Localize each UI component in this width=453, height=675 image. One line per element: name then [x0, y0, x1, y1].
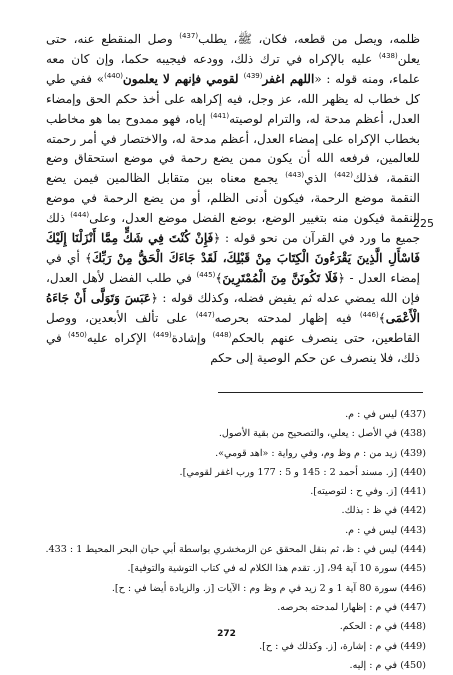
- hadith-quote: لقومي فإنهم لا يعلمون: [122, 71, 244, 86]
- footnote-number: (443): [400, 524, 426, 536]
- text-run: على تألف الأبعدين، ووصل القاطعين، حتى ينصرف عنهم بالحكم: [46, 310, 420, 345]
- text-run: إياه، فهو ممدوح بما هو مخاطب بخطاب الإكراه على إمضاء العدل، أعظم مدحة له، والاختصار في أمر رحمته للعالمين، فرفعه الله أن يكون ممن يضع رحمة في موضع استحقاق وضع النقمة، فذلك: [46, 111, 421, 186]
- footnote-number: (450): [400, 659, 426, 671]
- footnote-number: (446): [400, 582, 426, 594]
- footnote-number: (438): [400, 428, 426, 440]
- footnote-text: [ز. مسند أحمد 2 : 145 و 5 : 177 ورب اغفر لقومي].: [179, 466, 398, 478]
- footnote-number: (447): [400, 601, 426, 613]
- main-text: [46, 30, 420, 368]
- footnote: [46, 637, 426, 656]
- footnote-number: (445): [400, 563, 426, 575]
- page-number: 272: [217, 629, 236, 639]
- footnote-number: (442): [400, 505, 426, 517]
- text-run: فيه إظهار لمدحته بحرصه: [214, 310, 360, 325]
- quran-verse: فَإِنْ كُنْتَ فِي شَكٍّ مِمَّا أَنْزَلْنَا إِلَيْكَ فَاسْأَلِ الَّذِينَ يَقْرَءُونَ الْكِتَابَ مِنْ قَبْلِكَ، لَقَدْ جَاءَكَ الْحَقُّ مِنْ رَبِّكَ: [46, 231, 421, 265]
- text-run: يجمع معناه بين متقابل الظالمين فيمن يضع النقمة موضع الرحمة، فيكون أدنى الظلم، أو من يضع الرحمة في موضع النقمة فيكون منه بتغيير الوضع، بوضع الفضل موضع العدل، وعلى: [46, 171, 420, 226]
- text-run: ظلمه، ويصل من قطعه، فكان،: [251, 32, 420, 46]
- text-run: ﴾ أي في إمضاء العدل - ﴿: [46, 250, 421, 285]
- footnote-text: في ظ : بذلك.: [341, 505, 398, 517]
- text-run: » ففي طي كل خطاب له يظهر الله، عز وجل، فيه إكراهه على أخذ حكم الحق وإمضاء العدل، أعظم مدحة له، والترام لوصيته: [46, 71, 420, 126]
- seal-glyph: ﷺ: [237, 32, 252, 46]
- footnote-ref-442[interactable]: (442): [334, 171, 353, 180]
- footnote: [46, 501, 426, 520]
- footnote-number: (448): [400, 621, 426, 633]
- quran-verse: فَلَا تَكُونَنَّ مِنَ الْمُمْتَرِينَ: [222, 270, 338, 285]
- footnote-text: في م : الحكم.: [339, 621, 398, 633]
- footnote-text: ليس في : ظ، ثم بنقل المحقق عن الزمخشري بواسطة أبي حيان البحر المحيط 1 : 433.: [45, 544, 398, 556]
- footnote-text: سورة 80 آية 1 و 2 زيد في م وظ وم : الآيات [ز. والزيادة أيضا في : ح].: [111, 582, 398, 594]
- text-run: الذي: [304, 171, 335, 186]
- text-run: عليه بالإكراه في ترك ذلك، وودعه فيجيبه حكما، وإن كان معه علماء، ومنه قوله : «: [46, 51, 420, 86]
- text-run: ، يطلب: [198, 32, 238, 46]
- text-run: في طلب الفضل لأهل العدل، فإن الله يمضي عدله ثم يفيض فضله، وكذلك قوله : ﴿: [46, 270, 420, 305]
- footnote: [46, 540, 426, 559]
- footnote-ref-448[interactable]: (448): [212, 330, 232, 339]
- footnote: [46, 463, 426, 482]
- quran-verse: عَبَسَ وَتَوَلَّى أَنْ جَاءَهُ الْأَعْمَى: [46, 290, 420, 325]
- footnote: [46, 521, 426, 540]
- footnote: [46, 444, 426, 463]
- hadith-quote: اللهم اغفر: [262, 71, 315, 86]
- footnote-text: في م : إليه.: [349, 659, 398, 671]
- footnote-ref-439[interactable]: (439): [243, 71, 263, 80]
- footnote-ref-446[interactable]: (446): [359, 310, 379, 319]
- footnote-number: (437): [400, 409, 426, 420]
- footnote-text: ليس في : م.: [345, 524, 398, 536]
- text-run: الإكراه عليه: [86, 330, 153, 345]
- text-run: في ذلك، فلا ينصرف عن حكم الوصية إلى حكم: [46, 330, 420, 365]
- footnote-text: في الأصل : يعلي، والتصحيح من بقية الأصول.: [218, 428, 398, 440]
- footnote-number: (439): [400, 447, 426, 459]
- footnote-ref-440[interactable]: (440): [104, 71, 123, 80]
- footnote: [46, 559, 426, 578]
- footnote-ref-443[interactable]: (443): [285, 171, 305, 180]
- margin-line-number: 225: [413, 217, 434, 230]
- footnote-number: (441): [400, 486, 426, 498]
- text-run: ﴾: [215, 270, 223, 285]
- footnote: [46, 579, 426, 598]
- footnote: [46, 424, 426, 443]
- footnote: [46, 482, 426, 501]
- footnote-ref-449[interactable]: (449): [152, 330, 172, 339]
- footnote: [46, 598, 426, 617]
- footnote-text: زيد من : م وظ وم، وفي رواية : «اهد قومي».: [215, 447, 398, 459]
- footnote-text: في م : إشارة، [ز. وكذلك في : ح].: [259, 640, 398, 652]
- footnote-text: في م : إظهارا لمدحته بحرصه.: [277, 601, 398, 613]
- footnote-number: (449): [400, 640, 426, 652]
- footnote-separator: [218, 392, 423, 393]
- footnote-text: سورة 10 آية 94، [ز. تقدم هذا الكلام له في كتاب التوشية والتوفية].: [127, 563, 398, 575]
- text-run: وصل المنقطع عنه، حتى يعلن: [46, 32, 420, 66]
- text-run: وإشادة: [171, 330, 213, 345]
- footnote-text: ليس في : م.: [345, 409, 398, 420]
- footnote-ref-438[interactable]: (438): [378, 51, 398, 60]
- footnote-number: (440): [400, 466, 426, 478]
- text-run: ذلك جميع ما ورد في القرآن من نحو قوله : ﴿: [46, 211, 420, 246]
- footnote-ref-445[interactable]: (445): [196, 270, 216, 279]
- footnote-ref-437[interactable]: (437): [179, 32, 199, 40]
- footnote-number: (444): [400, 544, 426, 556]
- footnote-text: [ز. وفي ح : لتوصيته].: [310, 486, 398, 498]
- footnote: [46, 656, 426, 675]
- footnote-ref-441[interactable]: (441): [210, 111, 230, 120]
- footnote-ref-444[interactable]: (444): [70, 211, 90, 220]
- footnote: [46, 405, 426, 424]
- main-paragraph: [46, 30, 420, 368]
- text-run: ﴾: [378, 310, 386, 325]
- footnote-ref-447[interactable]: (447): [195, 310, 215, 319]
- footnote-ref-450[interactable]: (450): [68, 330, 87, 339]
